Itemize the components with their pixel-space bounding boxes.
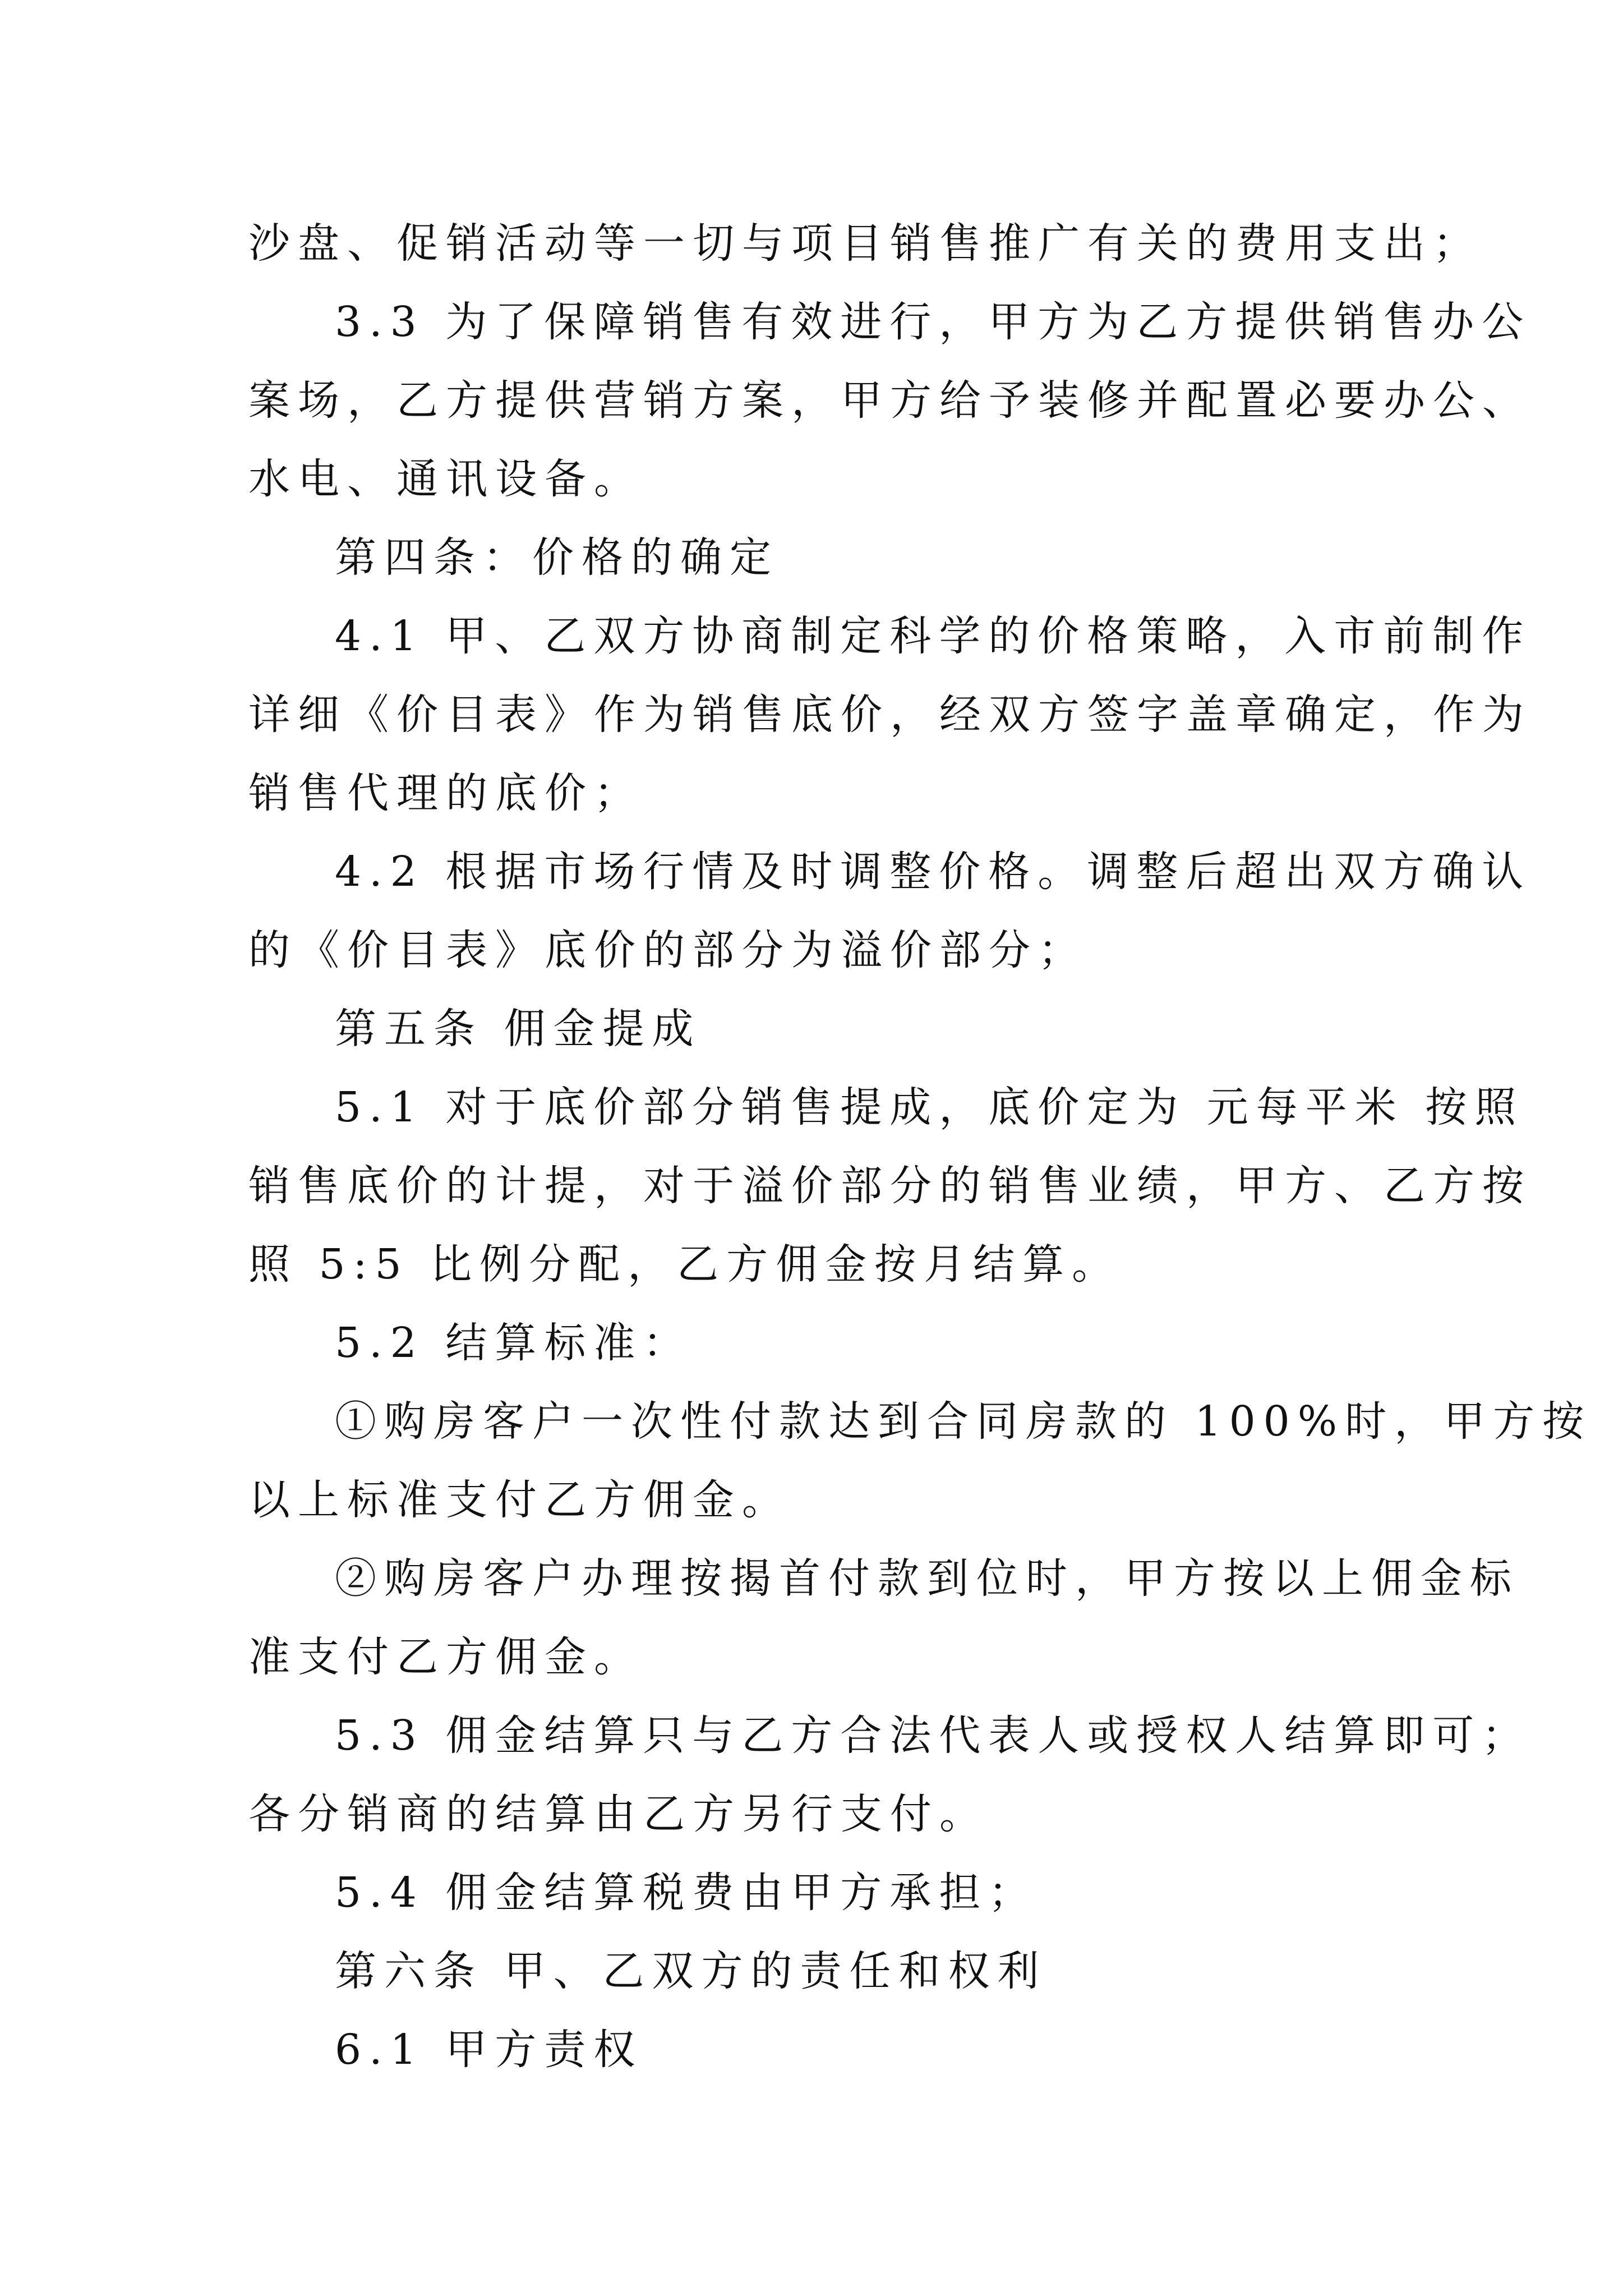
text-line: 5.4 佣金结算税费由甲方承担； <box>335 1869 1038 1917</box>
text-line: 各分销商的结算由乙方另行支付。 <box>248 1790 989 1838</box>
subsection-heading: 6.1 甲方责权 <box>335 2026 643 2074</box>
text-line: 沙盘、促销活动等一切与项目销售推广有关的费用支出； <box>248 219 1482 268</box>
text-line: 准支付乙方佣金。 <box>248 1633 643 1681</box>
text-line: 案场，乙方提供营销方案，甲方给予装修并配置必要办公、 <box>248 376 1532 425</box>
text-line: 销售代理的底价； <box>248 769 643 817</box>
text-line: 照 5:5 比例分配，乙方佣金按月结算。 <box>248 1240 1122 1289</box>
text-line: 详细《价目表》作为销售底价，经双方签字盖章确定，作为 <box>248 691 1532 739</box>
section-heading: 第六条 甲、乙双方的责任和权利 <box>335 1947 1047 1995</box>
text-line: ①购房客户一次性付款达到合同房款的 100%时，甲方按 <box>335 1397 1592 1446</box>
section-heading: 第四条：价格的确定 <box>335 533 779 582</box>
text-line: 4.2 根据市场行情及时调整价格。调整后超出双方确认 <box>335 848 1532 896</box>
section-heading: 第五条 佣金提成 <box>335 1005 702 1053</box>
text-line: 3.3 为了保障销售有效进行，甲方为乙方提供销售办公 <box>335 298 1532 346</box>
text-line: 的《价目表》底价的部分为溢价部分； <box>248 926 1087 974</box>
text-line: ②购房客户办理按揭首付款到位时，甲方按以上佣金标 <box>335 1554 1519 1603</box>
text-line: 水电、通讯设备。 <box>248 455 643 503</box>
text-line: 5.2 结算标准： <box>335 1319 693 1367</box>
text-line: 以上标准支付乙方佣金。 <box>248 1476 791 1524</box>
text-line: 5.3 佣金结算只与乙方合法代表人或授权人结算即可； <box>335 1711 1532 1760</box>
text-line: 5.1 对于底价部分销售提成，底价定为 元每平米 按照 <box>335 1083 1524 1131</box>
text-line: 4.1 甲、乙双方协商制定科学的价格策略，入市前制作 <box>335 612 1532 660</box>
text-line: 销售底价的计提，对于溢价部分的销售业绩，甲方、乙方按 <box>248 1162 1532 1210</box>
